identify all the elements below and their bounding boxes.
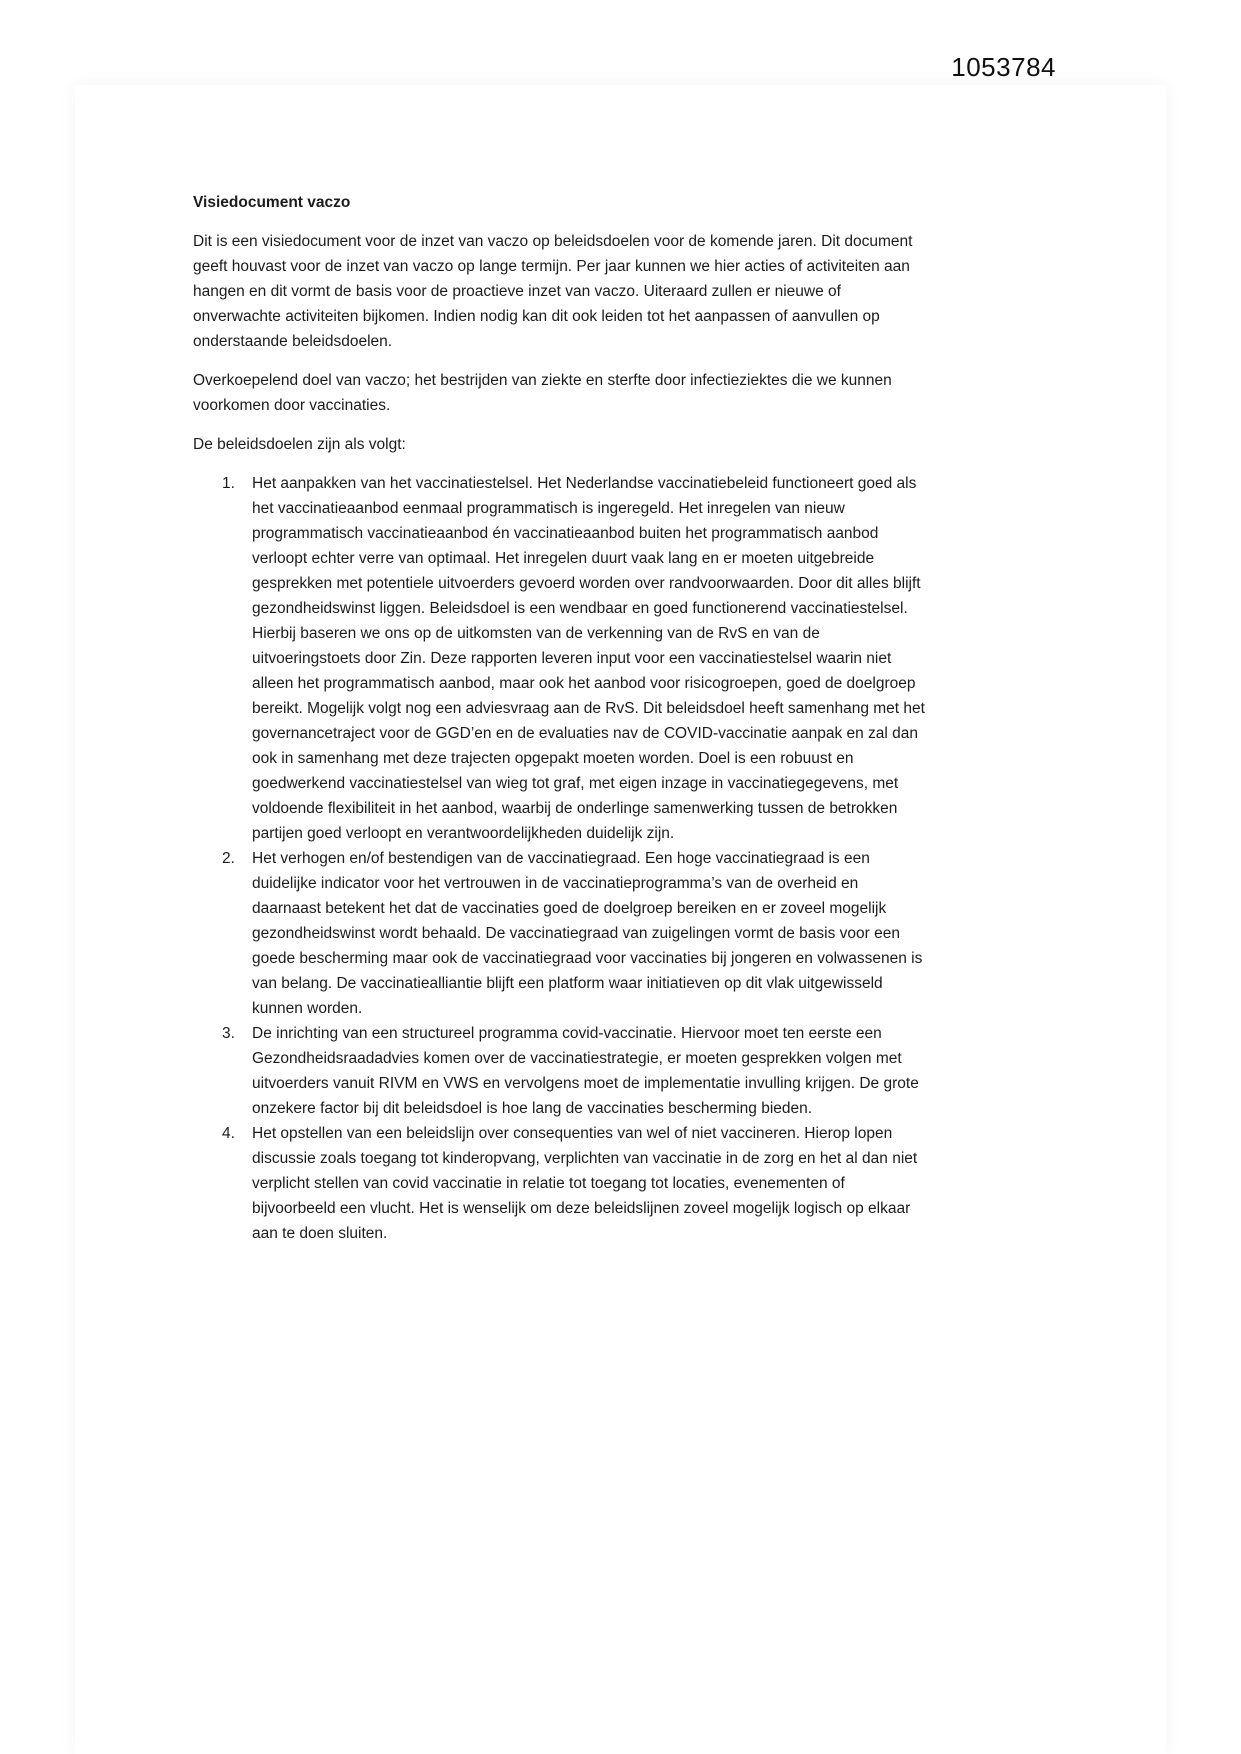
list-item-number: 2. [222, 850, 235, 867]
list-item-text: Het aanpakken van het vaccinatiestelsel. Het Nederlandse vaccinatiebeleid functioneert goed als het vaccinatieaanbod eenmaal programmatisch is ingeregeld. Het inregelen van nieuw programmatisch vaccinatieaanbod én vaccinatieaanbod buiten het programmatisch aanbod verloopt echter verre van optimaal. Het inregelen duurt vaak lang en er moeten uitgebreide gesprekken met potentiele uitvoerders gevoerd worden over randvoorwaarden. Door dit alles blijft gezondheidswinst liggen. Beleidsdoel is een wendbaar en goed functionerend vaccinatiestelsel. Hierbij baseren we ons op de uitkomsten van de verkenning van de RvS en van de uitvoeringstoets door Zin. Deze rapporten leveren input voor een vaccinatiestelsel waarin niet alleen het programmatisch aanbod, maar ook het aanbod voor risicogroepen, goed de doelgroep bereikt. Mogelijk volgt nog een adviesvraag aan de RvS. Dit beleidsdoel heeft samenhang met het governancetraject voor de GGD’en en de evaluaties nav de COVID-vaccinatie aanpak en zal dan ook in samenhang met deze trajecten opgepakt moeten worden. Doel is een robuust en goedwerkend vaccinatiestelsel van wieg tot graf, met eigen inzage in vaccinatiegegevens, met voldoende flexibiliteit in het aanbod, waarbij de onderlinge samenwerking tussen de betrokken partijen goed verloopt en verantwoordelijkheden duidelijk zijn. [252, 475, 925, 842]
paragraph-overall-goal: Overkoepelend doel van vaczo; het bestrijden van ziekte en sterfte door infectieziektes die we kunnen voorkomen door vaccinaties. [193, 372, 892, 414]
document-title: Visiedocument vaczo [193, 194, 351, 211]
list-item [193, 846, 925, 1021]
paragraph-intro: Dit is een visiedocument voor de inzet van vaczo op beleidsdoelen voor de komende jaren. Dit document geeft houvast voor de inzet van vaczo op lange termijn. Per jaar kunnen we hier acties of activiteiten aan hangen en dit vormt de basis voor de proactieve inzet van vaczo. Uiteraard zullen er nieuwe of onverwachte activiteiten bijkomen. Indien nodig kan dit ook leiden tot het aanpassen of aanvullen op onderstaande beleidsdoelen. [193, 233, 913, 350]
document-number: 1053784 [951, 52, 1056, 82]
list-item [193, 471, 925, 846]
paragraph-list-intro: De beleidsdoelen zijn als volgt: [193, 436, 406, 453]
list-item-number: 1. [222, 475, 235, 492]
list-item-number: 3. [222, 1025, 235, 1042]
list-item-number: 4. [222, 1125, 235, 1142]
list-item-text: Het opstellen van een beleidslijn over consequenties van wel of niet vaccineren. Hierop lopen discussie zoals toegang tot kinderopvang, verplichten van vaccinatie in de zorg en het al dan niet verplicht stellen van covid vaccinatie in relatie tot toegang tot locaties, evenementen of bijvoorbeeld een vlucht. Het is wenselijk om deze beleidslijnen zoveel mogelijk logisch op elkaar aan te doen sluiten. [252, 1125, 918, 1242]
policy-goals-list [193, 471, 925, 1246]
document-content [193, 190, 925, 1246]
list-item-text: De inrichting van een structureel programma covid-vaccinatie. Hiervoor moet ten eerste een Gezondheidsraadadvies komen over de vaccinatiestrategie, er moeten gesprekken volgen met uitvoerders vanuit RIVM en VWS en vervolgens moet de implementatie invulling krijgen. De grote onzekere factor bij dit beleidsdoel is hoe lang de vaccinaties bescherming bieden. [252, 1025, 919, 1117]
list-item [193, 1121, 925, 1246]
list-item-text: Het verhogen en/of bestendigen van de vaccinatiegraad. Een hoge vaccinatiegraad is een duidelijke indicator voor het vertrouwen in de vaccinatieprogramma’s van de overheid en daarnaast betekent het dat de vaccinaties goed de doelgroep bereiken en er zoveel mogelijk gezondheidswinst wordt behaald. De vaccinatiegraad van zuigelingen vormt de basis voor een goede bescherming maar ook de vaccinatiegraad voor vaccinaties bij jongeren en volwassenen is van belang. De vaccinatiealliantie blijft een platform waar initiatieven op dit vlak uitgewisseld kunnen worden. [252, 850, 923, 1017]
list-item [193, 1021, 925, 1121]
page-sheet [75, 85, 1166, 1754]
